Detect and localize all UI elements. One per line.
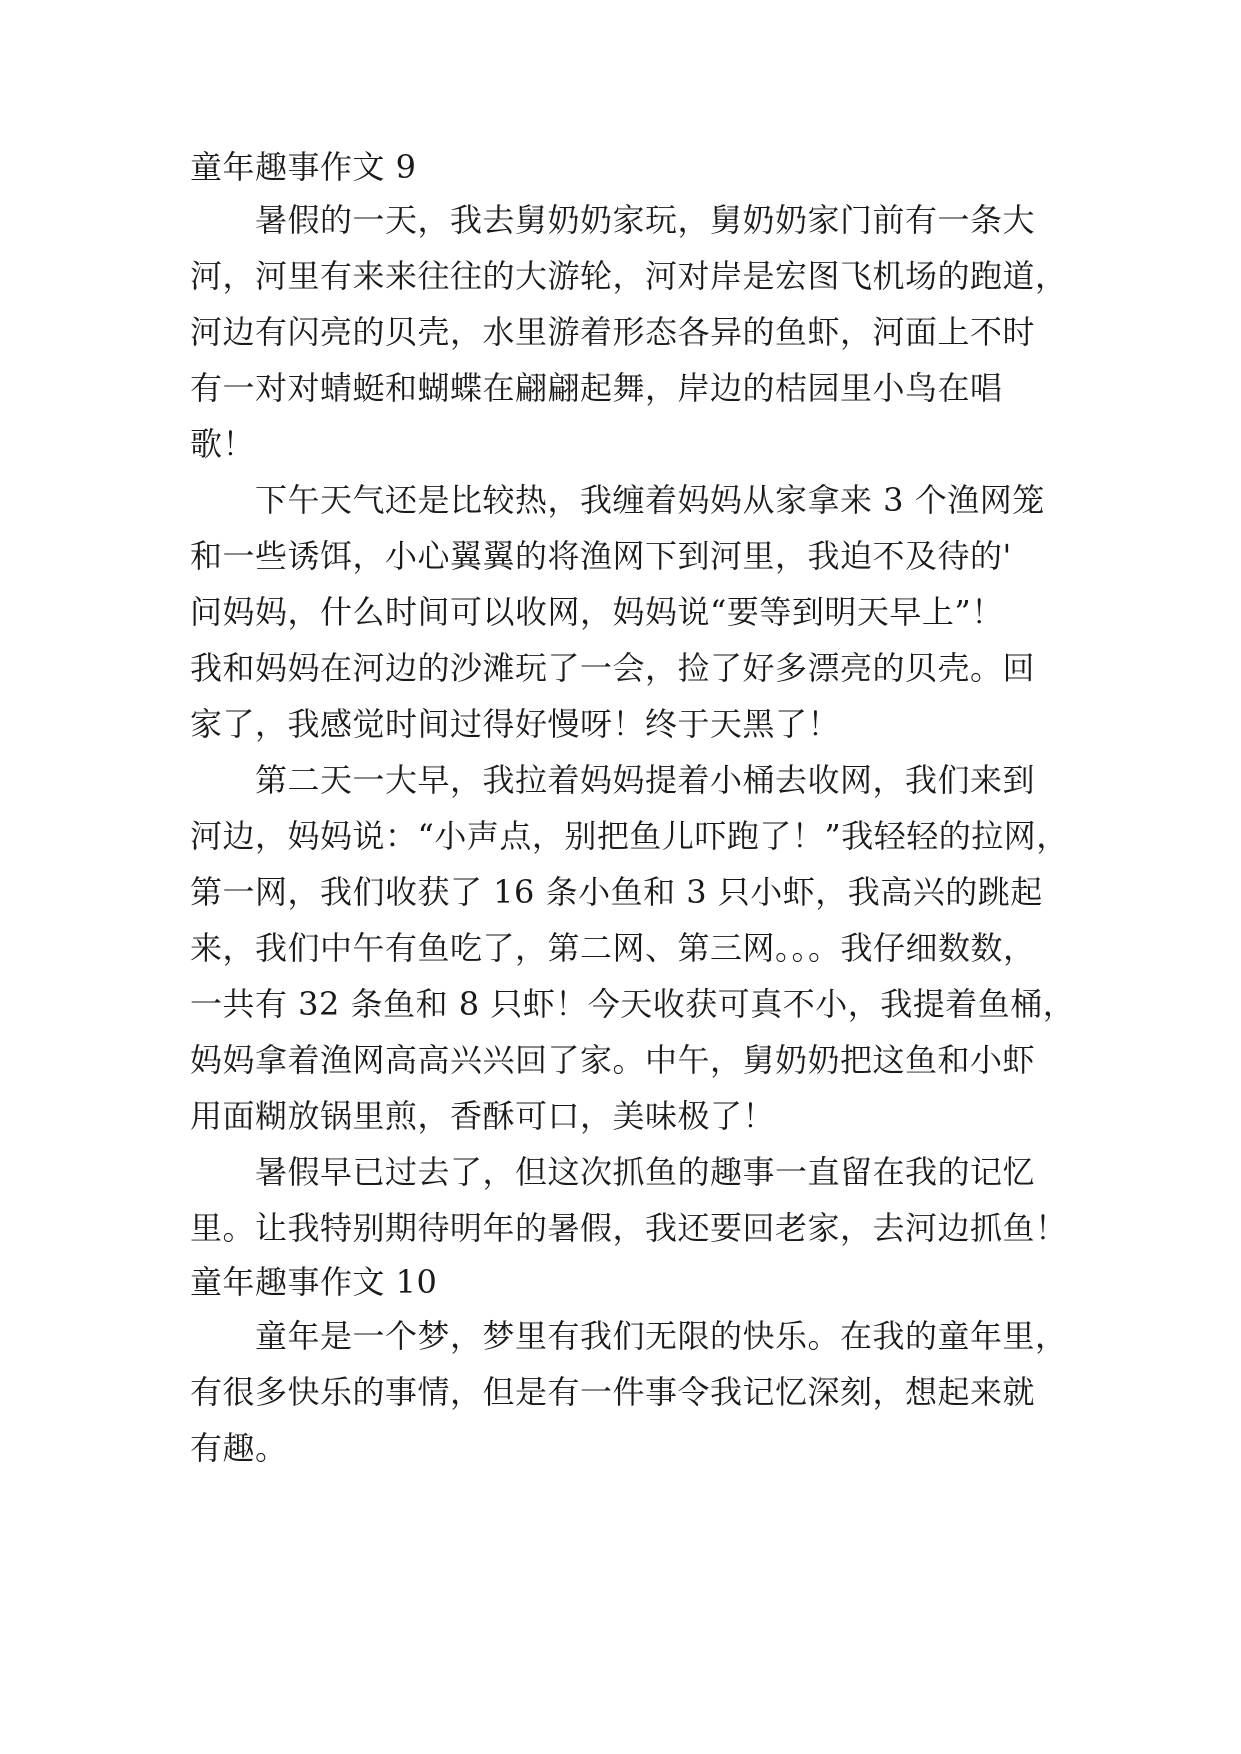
essay-9-line: 问妈妈，什么时间可以收网，妈妈说“要等到明天早上”！ — [190, 593, 1004, 631]
essay-9-line: 有一对对蜻蜓和蝴蝶在翩翩起舞，岸边的桔园里小鸟在唱 — [190, 369, 1003, 407]
essay-9-line: 来，我们中午有鱼吃了，第二网、第三网。。。我仔细数数， — [190, 929, 1036, 967]
essay-9-title: 童年趣事作文 9 — [190, 148, 417, 186]
essay-9-line: 里。让我特别期待明年的暑假，我还要回老家，去河边抓鱼！ — [190, 1209, 1068, 1247]
essay-9-line: 妈妈拿着渔网高高兴兴回了家。中午，舅奶奶把这鱼和小虾 — [190, 1041, 1036, 1079]
essay-9-line: 河边，妈妈说：“小声点，别把鱼儿吓跑了！”我轻轻的拉网， — [190, 817, 1069, 855]
essay-9-line: 暑假早已过去了，但这次抓鱼的趣事一直留在我的记忆 — [255, 1153, 1036, 1191]
essay-9-line: 河，河里有来来往往的大游轮，河对岸是宏图飞机场的跑道， — [190, 257, 1068, 295]
essay-10-line: 有很多快乐的事情，但是有一件事令我记忆深刻，想起来就 — [190, 1373, 1036, 1411]
essay-9-line: 用面糊放锅里煎，香酥可口，美味极了！ — [190, 1097, 776, 1135]
essay-10-line: 有趣。 — [190, 1429, 288, 1467]
essay-9-line: 家了，我感觉时间过得好慢呀！终于天黑了！ — [190, 705, 841, 743]
essay-10-title: 童年趣事作文 10 — [190, 1263, 438, 1301]
essay-9-line: 和一些诱饵，小心翼翼的将渔网下到河里，我迫不及待的' — [190, 537, 1012, 575]
essay-9-line: 河边有闪亮的贝壳，水里游着形态各异的鱼虾，河面上不时 — [190, 313, 1036, 351]
essay-9-line: 歌！ — [190, 425, 256, 463]
essay-10-line: 童年是一个梦，梦里有我们无限的快乐。在我的童年里， — [255, 1317, 1068, 1355]
essay-9-line: 暑假的一天，我去舅奶奶家玩，舅奶奶家门前有一条大 — [255, 201, 1036, 239]
essay-9-line: 第二天一大早，我拉着妈妈提着小桶去收网，我们来到 — [255, 761, 1036, 799]
essay-9-line: 下午天气还是比较热，我缠着妈妈从家拿来 3 个渔网笼 — [255, 481, 1045, 519]
essay-9-line: 我和妈妈在河边的沙滩玩了一会，捡了好多漂亮的贝壳。回 — [190, 649, 1036, 687]
essay-9-line: 第一网，我们收获了 16 条小鱼和 3 只小虾，我高兴的跳起 — [190, 873, 1043, 911]
essay-9-line: 一共有 32 条鱼和 8 只虾！今天收获可真不小，我提着鱼桶， — [190, 985, 1076, 1023]
